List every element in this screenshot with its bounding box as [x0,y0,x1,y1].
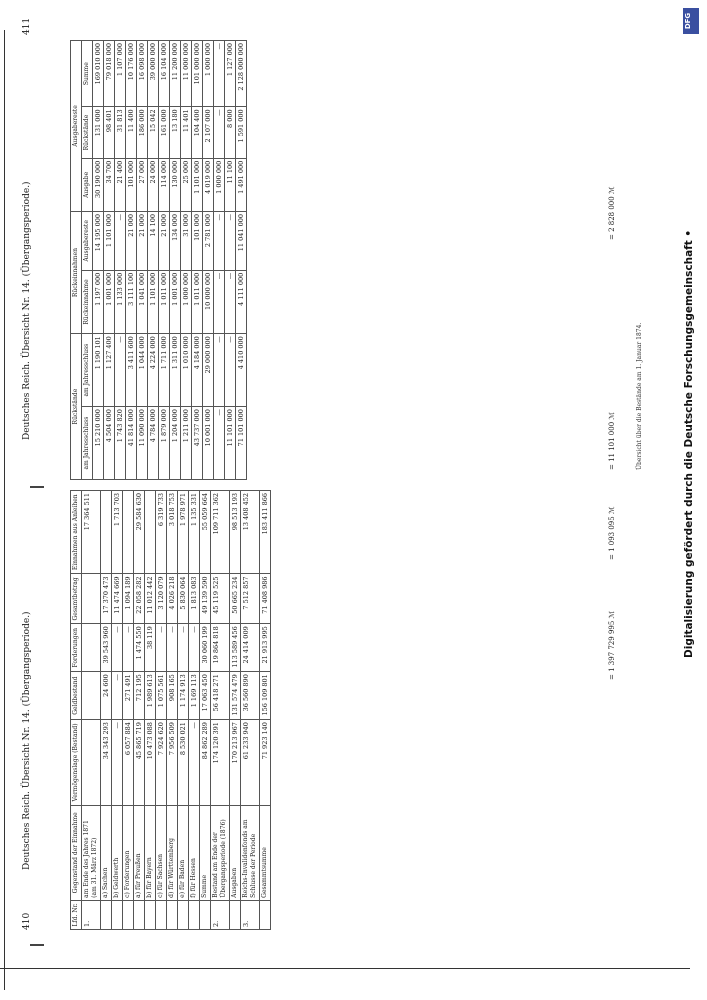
table-cell [82,624,101,672]
table-cell: 4 224 000 [148,334,159,407]
table-cell: — [112,720,123,806]
table-cell: 130 000 [170,158,181,211]
table-row [241,491,260,930]
table-row [181,41,192,480]
table-cell: 11 474 669 [112,574,123,624]
table-cell: — [189,720,200,806]
row-description: b) Geldwerth [112,805,123,900]
table-cell: 11 041 000 [236,212,247,271]
col-header: Forderungen [71,624,82,672]
table-row [137,41,148,480]
table-cell: 30 060 199 [200,624,211,672]
left-data-table [70,490,271,930]
table-cell: 1 075 561 [156,672,167,720]
table-cell: 15 042 [148,107,159,158]
table-row [211,491,230,930]
table-cell: 11 101 000 [225,407,236,480]
table-cell [82,672,101,720]
table-cell: 1 879 000 [159,407,170,480]
table-cell: 174 120 391 [211,720,230,806]
table-cell: — [214,41,225,107]
table-cell: 2 107 000 [203,107,214,158]
table-cell: 7 512 857 [241,574,260,624]
left-page-header: Deutsches Reich. Übersicht Nr. 14. (Übergangsperiode.) [22,611,32,870]
table-cell: 21 000 [159,212,170,271]
table-cell: 1 711 000 [159,334,170,407]
table-cell: 6 319 733 [156,491,167,574]
table-cell: — [178,624,189,672]
table-cell: 21 000 [137,212,148,271]
table-cell: — [214,270,225,333]
table-row [134,491,145,930]
table-cell: 1 011 000 [159,270,170,333]
col-header: Rückstände [82,107,93,158]
group-header: Rückstände [71,334,82,480]
table-cell: — [214,107,225,158]
table-cell: 156 109 801 [260,672,271,720]
table-cell: — [115,334,126,407]
table-cell: 16 098 000 [137,41,148,107]
table-cell: 1 133 000 [115,270,126,333]
table-cell: 19 864 818 [211,624,230,672]
table-cell: 3 111 100 [126,270,137,333]
row-number [134,900,145,929]
right-page [0,10,670,480]
table-row [189,491,200,930]
table-cell: 1 101 000 [148,270,159,333]
table-cell: 186 000 [137,107,148,158]
table-cell: 908 165 [167,672,178,720]
table-cell [145,491,156,574]
row-number [167,900,178,929]
table-cell: 41 814 000 [126,407,137,480]
table-cell: 8 000 [225,107,236,158]
row-number: 3. [241,900,260,929]
table-cell: 1 101 000 [104,212,115,271]
table-cell: 21 000 [126,212,137,271]
col-header: am Jahresschluss [82,334,93,407]
table-cell: 10 176 000 [126,41,137,107]
table-cell: 1 813 083 [189,574,200,624]
row-number [260,900,271,929]
table-cell: 712 195 [134,672,145,720]
table-cell: 131 574 479 [230,672,241,720]
row-number: 1. [82,900,101,929]
table-cell: 27 000 [137,158,148,211]
table-cell: 113 589 456 [230,624,241,672]
table-cell: 98 513 193 [230,491,241,574]
table-cell: 24 000 [148,158,159,211]
table-cell: 50 665 234 [230,574,241,624]
table-cell: 13 180 [170,107,181,158]
col-header: Ausgabereste [82,212,93,271]
row-number [101,900,112,929]
col-header: Lfd. Nr. [71,900,82,929]
row-description: Ausgaben [230,805,241,900]
table-row [260,491,271,930]
table-cell: 4 504 000 [104,407,115,480]
table-cell: 1 107 000 [115,41,126,107]
table-cell: 1 127 400 [104,334,115,407]
table-cell: 4 026 218 [167,574,178,624]
table-cell: 6 057 884 [123,720,134,806]
table-cell: 1 169 113 [189,672,200,720]
row-description: Reichs-Invalidenfonds am Schlusse der Periode [241,805,260,900]
table-cell: 43 737 000 [192,407,203,480]
table-row [115,41,126,480]
table-cell: 11 090 000 [137,407,148,480]
table-cell: 1 211 000 [181,407,192,480]
left-page-number: 410 [22,912,32,930]
table-cell: 10 001 000 [203,407,214,480]
table-cell: 71 408 986 [260,574,271,624]
table-row [214,41,225,480]
table-cell: 30 190 000 [93,158,104,211]
col-header: Gesamtbetrag [71,574,82,624]
table-cell: 84 862 289 [200,720,211,806]
table-cell: 15 210 000 [93,407,104,480]
table-cell: 55 059 664 [200,491,211,574]
table-cell: 101 000 [192,212,203,271]
row-description: d) für Württemberg [167,805,178,900]
table-cell: 11 012 442 [145,574,156,624]
table-cell: — [167,624,178,672]
table-cell: 1 101 000 [192,158,203,211]
row-number [145,900,156,929]
table-cell [82,574,101,624]
table-row [230,491,241,930]
table-cell: 8 530 021 [178,720,189,806]
table-cell: 71 101 000 [236,407,247,480]
table-cell: 169 010 000 [93,41,104,107]
table-cell: 29 584 630 [134,491,145,574]
table-cell: 31 813 [115,107,126,158]
table-cell: 1 190 101 [93,334,104,407]
table-cell: 21 400 [115,158,126,211]
row-number [178,900,189,929]
table-cell: — [123,624,134,672]
row-description: a) Sachen [101,805,112,900]
table-cell: 71 923 140 [260,720,271,806]
digitization-banner [683,8,701,658]
table-cell: 29 000 000 [203,334,214,407]
row-number [156,900,167,929]
table-cell [82,720,101,806]
table-cell: 1 010 000 [181,334,192,407]
table-cell: 11 000 000 [181,41,192,107]
table-cell: 79 018 000 [104,41,115,107]
table-cell: 7 924 620 [156,720,167,806]
col-header: Gegenstand der Einnahme [71,805,82,900]
right-data-table [70,40,247,480]
row-description: am Ende des Jahres 1871 (am 31. März 1872) [82,805,101,900]
row-description: Gesammtsumme [260,805,271,900]
left-table-header-row [71,491,82,930]
table-cell: 13 408 452 [241,491,260,574]
table-cell: 25 000 [181,158,192,211]
table-cell: — [112,672,123,720]
table-cell: 45 119 525 [211,574,230,624]
table-cell: — [214,334,225,407]
col-header: Geldbestand [71,672,82,720]
table-cell: 1 127 000 [225,41,236,107]
table-cell: 4 410 000 [236,334,247,407]
row-description: e) für Baden [178,805,189,900]
table-cell: 1 989 613 [145,672,156,720]
table-cell: 39 000 000 [148,41,159,107]
table-cell: — [225,212,236,271]
col-header: am Jahresschluss [82,407,93,480]
table-cell: 1 094 189 [123,574,134,624]
table-cell: 1 743 820 [115,407,126,480]
table-cell: 7 956 509 [167,720,178,806]
table-cell: 1 978 971 [178,491,189,574]
table-cell: 2 781 000 [203,212,214,271]
table-cell: 109 711 362 [211,491,230,574]
table-cell: 45 865 719 [134,720,145,806]
table-row [126,41,137,480]
row-description: Bestand am Ende der Übergangsperiode (1876) [211,805,230,900]
table-cell: 1 001 000 [104,270,115,333]
table-cell: — [214,407,225,480]
table-cell: 1 135 331 [189,491,200,574]
row-description: a) für Preußen [134,805,145,900]
table-row [203,41,214,480]
table-cell: 1 000 000 [214,158,225,211]
table-cell: 4 019 000 [203,158,214,211]
table-cell: 1 000 000 [181,270,192,333]
table-cell: 56 418 271 [211,672,230,720]
table-cell: — [214,212,225,271]
right-page-header: Deutsches Reich. Übersicht Nr. 14. (Übergangsperiode.) [22,181,32,440]
table-cell: 134 000 [170,212,181,271]
table-cell: 101 000 [126,158,137,211]
dfg-logo: DFG [683,8,699,34]
table-cell: 4 111 000 [236,270,247,333]
row-description: b) für Bayern [145,805,156,900]
table-cell: 39 543 960 [101,624,112,672]
col-header: Vermögenslage (Bestand) [71,720,82,806]
table-cell: 2 128 000 000 [236,41,247,107]
table-cell: 11 100 [225,158,236,211]
table-cell: 1 174 913 [178,672,189,720]
table-cell: 61 233 940 [241,720,260,806]
row-description: Summe [200,805,211,900]
col-header: Summe [82,41,93,107]
table-cell: 24 414 009 [241,624,260,672]
row-number [123,900,134,929]
col-header: Ausgabe [82,158,93,211]
table-cell: 271 491 [123,672,134,720]
row-description: f) für Hessen [189,805,200,900]
table-cell: 114 000 [159,158,170,211]
table-cell: 3 120 079 [156,574,167,624]
group-header: Rückeinnahmen [71,212,82,334]
table-cell: 5 830 064 [178,574,189,624]
table-row [112,491,123,930]
row-description: c) Forderungen [123,805,134,900]
table-cell: 1 000 000 [203,41,214,107]
right-table-header-row [82,41,93,480]
table-cell: 1 197 000 [93,270,104,333]
right-page-number: 411 [22,17,32,35]
table-cell: 1 713 703 [112,491,123,574]
table-row [101,491,112,930]
table-cell: 10 000 000 [203,270,214,333]
table-cell: — [225,270,236,333]
table-cell: 4 784 000 [148,407,159,480]
table-row [236,41,247,480]
table-cell: 1 474 550 [134,624,145,672]
table-cell: 104 400 [192,107,203,158]
table-row [145,491,156,930]
table-cell: — [189,624,200,672]
table-cell: 16 104 000 [159,41,170,107]
table-row [167,491,178,930]
right-sum-left: = 11 101 000 ℳ [608,412,616,470]
right-table-group-row [71,41,82,480]
table-row [123,491,134,930]
left-grand-total-2: = 1 093 095 ℳ [608,506,616,560]
table-cell: 36 560 890 [241,672,260,720]
table-cell: 34 700 [104,158,115,211]
table-cell: 21 913 995 [260,624,271,672]
table-row [82,491,101,930]
table-cell: 3 411 600 [126,334,137,407]
table-cell [101,491,112,574]
table-cell: 38 119 [145,624,156,672]
col-header: Rückeinnahme [82,270,93,333]
table-row [170,41,181,480]
table-cell: 17 063 450 [200,672,211,720]
table-cell: 183 411 866 [260,491,271,574]
right-footnote: Übersicht über die Bestände am 1. Januar 1874. [636,322,643,470]
left-page [0,490,670,930]
table-cell: 98 401 [104,107,115,158]
table-row [148,41,159,480]
table-cell: — [225,334,236,407]
table-row [104,41,115,480]
table-cell: 22 058 282 [134,574,145,624]
table-cell: 1 311 000 [170,334,181,407]
table-cell: 10 473 088 [145,720,156,806]
table-cell: 1 001 000 [170,270,181,333]
table-cell: 34 343 293 [101,720,112,806]
row-number [200,900,211,929]
row-description: c) für Sachsen [156,805,167,900]
table-cell: 11 200 000 [170,41,181,107]
table-cell: — [115,212,126,271]
table-cell: 1 011 000 [192,270,203,333]
table-row [93,41,104,480]
table-cell: — [112,624,123,672]
table-row [192,41,203,480]
row-number: 2. [211,900,230,929]
table-cell: 1 204 000 [170,407,181,480]
table-cell: 3 018 753 [167,491,178,574]
table-cell: 11 401 [181,107,192,158]
row-number [112,900,123,929]
table-cell: 31 000 [181,212,192,271]
table-cell: 4 184 000 [192,334,203,407]
table-cell: 17 370 473 [101,574,112,624]
group-header: Ausgabereste [71,41,82,212]
table-cell: 17 364 511 [82,491,101,574]
table-row [156,491,167,930]
table-cell: 14 195 000 [93,212,104,271]
table-cell: — [156,624,167,672]
right-sum-right: = 2 828 000 ℳ [608,186,616,240]
col-header: Einnahmen aus Anleihen [71,491,82,574]
table-cell: 11 400 [126,107,137,158]
table-cell: 161 000 [159,107,170,158]
table-row [225,41,236,480]
table-cell: 14 100 [148,212,159,271]
digitization-banner-text: Digitalisierung gefördert durch die Deutsche Forschungsgemeinschaft • [683,229,695,658]
table-cell: 170 213 967 [230,720,241,806]
row-number [189,900,200,929]
table-cell: 1 044 000 [137,334,148,407]
table-cell: 131 000 [93,107,104,158]
table-cell: 1 041 000 [137,270,148,333]
table-row [200,491,211,930]
left-grand-total: = 1 397 729 995 ℳ [608,610,616,680]
table-row [178,491,189,930]
table-cell: 49 139 590 [200,574,211,624]
table-cell [123,491,134,574]
table-row [159,41,170,480]
table-cell: 1 491 000 [236,158,247,211]
table-cell: 24 600 [101,672,112,720]
table-cell: 1 591 000 [236,107,247,158]
table-cell: 101 000 000 [192,41,203,107]
row-number [230,900,241,929]
